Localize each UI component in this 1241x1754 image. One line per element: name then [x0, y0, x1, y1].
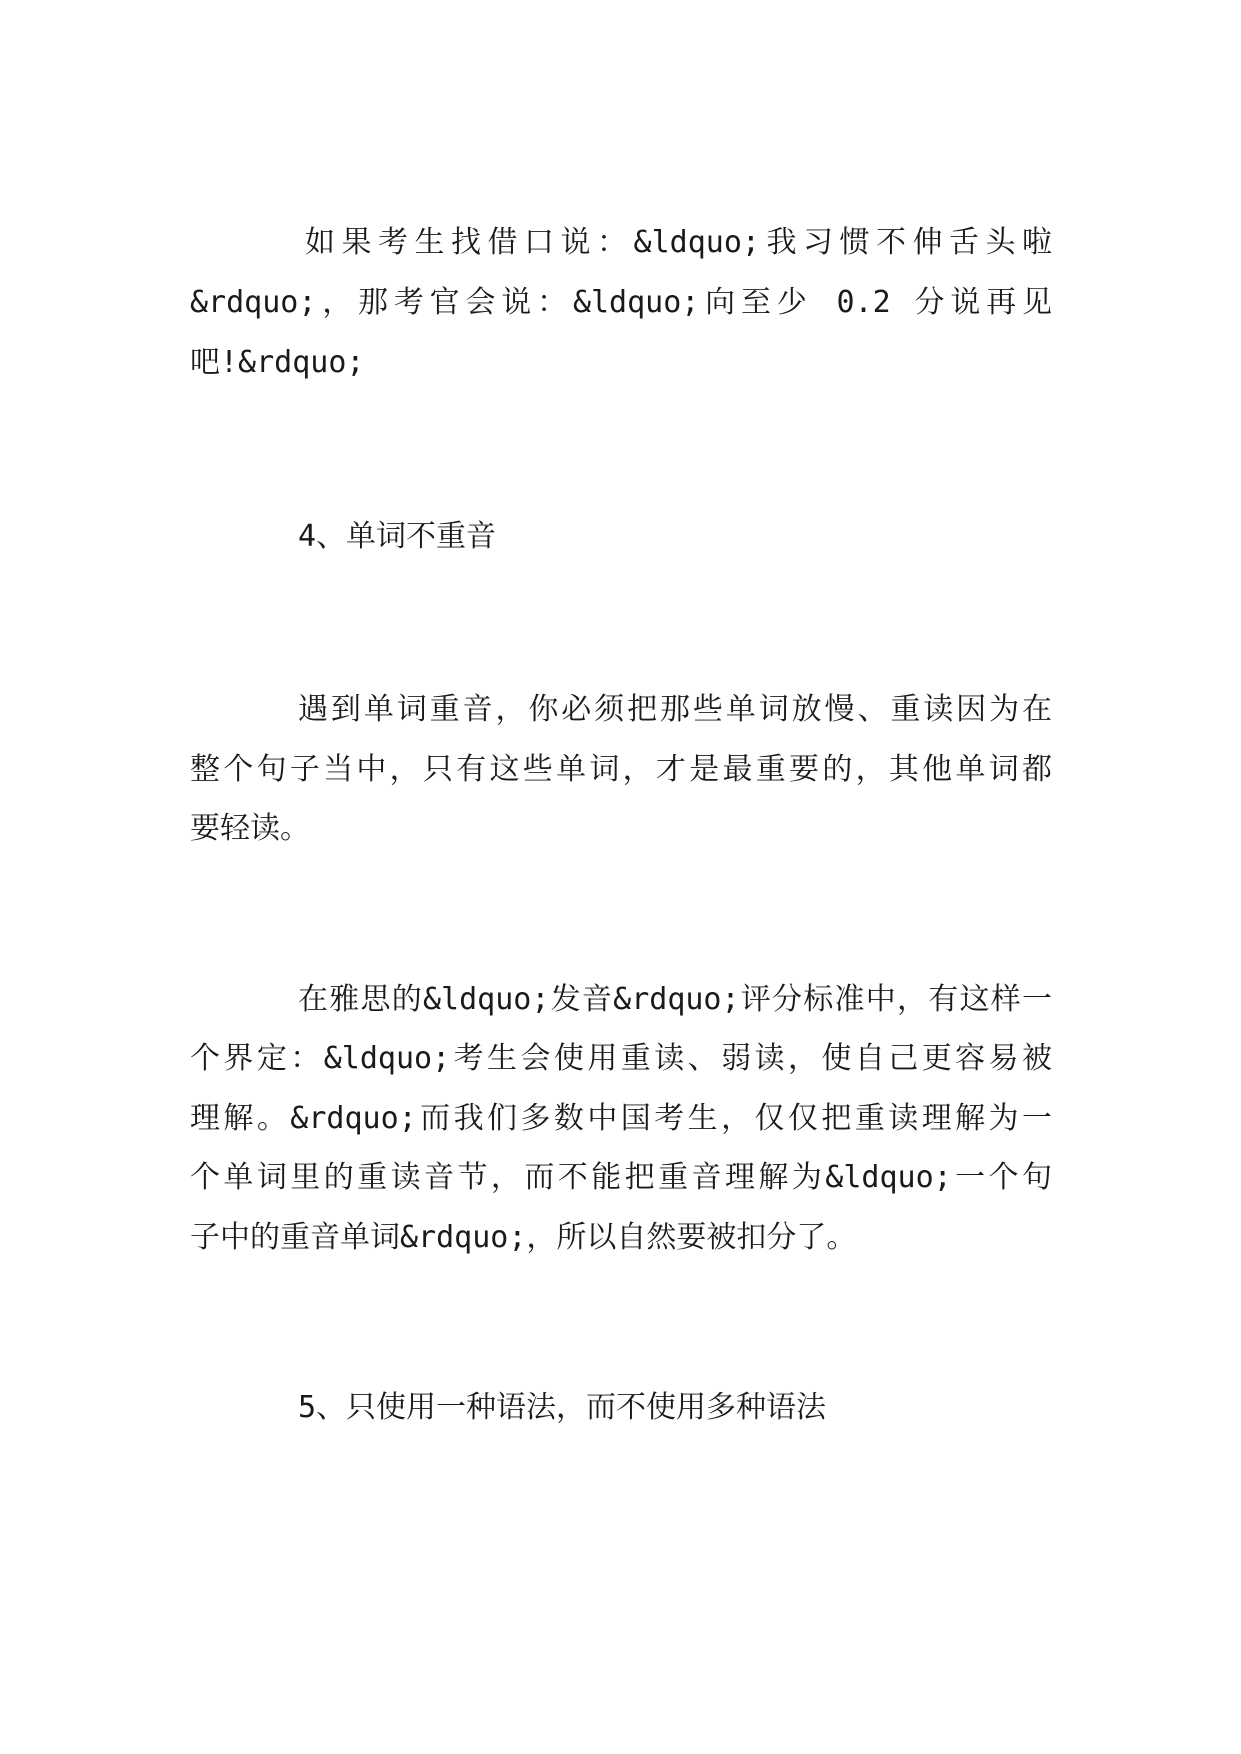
section-heading-5: 5、只使用一种语法，而不使用多种语法: [298, 1390, 827, 1425]
section-heading-4: 4、单词不重音: [298, 519, 497, 554]
paragraph-1-line-1: 如果考生找借口说：&ldquo;我习惯不伸舌头啦: [305, 225, 1052, 260]
paragraph-1-line-3: 吧!&rdquo;: [190, 345, 365, 380]
paragraph-2-line-2: 整个句子当中，只有这些单词，才是最重要的，其他单词都: [190, 752, 1052, 787]
paragraph-3-line-1: 在雅思的&ldquo;发音&rdquo;评分标准中，有这样一: [298, 982, 1052, 1017]
paragraph-1-line-2: &rdquo;，那考官会说：&ldquo;向至少 0.2 分说再见: [190, 285, 1052, 320]
paragraph-3-line-5: 子中的重音单词&rdquo;，所以自然要被扣分了。: [190, 1220, 857, 1255]
paragraph-3-line-2: 个界定：&ldquo;考生会使用重读、弱读，使自己更容易被: [190, 1041, 1052, 1076]
paragraph-3-line-4: 个单词里的重读音节，而不能把重音理解为&ldquo;一个句: [190, 1160, 1052, 1195]
paragraph-2-line-1: 遇到单词重音，你必须把那些单词放慢、重读因为在: [298, 692, 1052, 727]
paragraph-3-line-3: 理解。&rdquo;而我们多数中国考生，仅仅把重读理解为一: [190, 1101, 1052, 1136]
paragraph-2-line-3: 要轻读。: [190, 811, 310, 846]
